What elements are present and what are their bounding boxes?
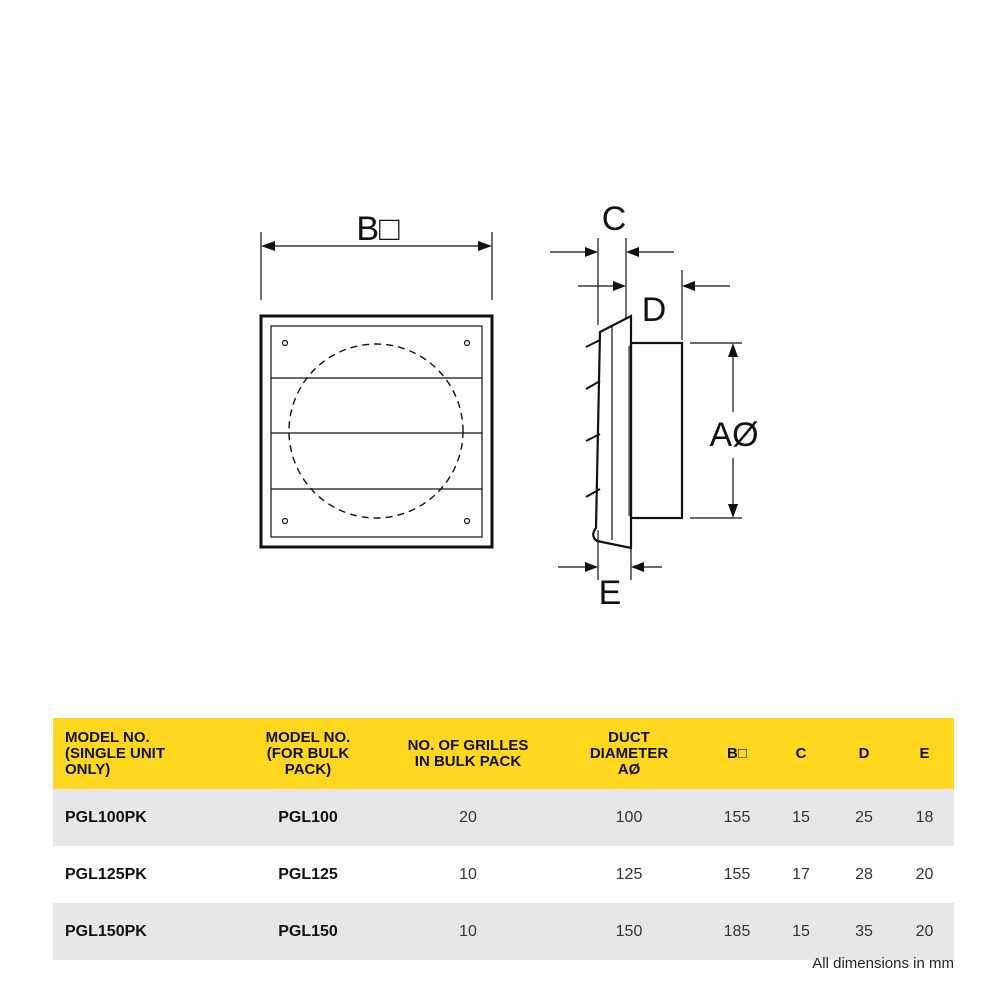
duct-spigot — [631, 343, 682, 518]
cell-e: 20 — [895, 846, 954, 903]
cell-b: 185 — [705, 903, 769, 960]
cell-grilles: 10 — [383, 846, 553, 903]
duct-outline-dashed — [289, 344, 463, 518]
cell-b: 155 — [705, 846, 769, 903]
cell-model-single: PGL150PK — [53, 903, 233, 960]
screw-hole-icon — [465, 341, 470, 346]
cell-d: 28 — [833, 846, 895, 903]
cell-duct-diameter: 125 — [553, 846, 705, 903]
cell-e: 20 — [895, 903, 954, 960]
screw-hole-icon — [283, 341, 288, 346]
header-duct-diameter: DUCT DIAMETER AØ — [553, 718, 705, 789]
dimension-label-b: B□ — [356, 210, 400, 248]
louvre-blade — [586, 489, 600, 497]
dimension-e — [558, 530, 662, 580]
side-view — [586, 316, 682, 548]
table-row — [53, 903, 954, 960]
table-row — [53, 789, 954, 846]
header-model-bulk: MODEL NO. (FOR BULK PACK) — [233, 718, 383, 789]
dimension-label-d: D — [641, 291, 667, 329]
cell-grilles: 20 — [383, 789, 553, 846]
cell-duct-diameter: 100 — [553, 789, 705, 846]
grille-inner-frame — [271, 326, 482, 537]
grille-outer-frame — [261, 316, 492, 547]
front-view — [261, 316, 492, 547]
cell-model-bulk: PGL125 — [233, 846, 383, 903]
screw-hole-icon — [465, 519, 470, 524]
dimensions-footnote: All dimensions in mm — [812, 955, 954, 972]
table-row — [53, 846, 954, 903]
cell-c: 17 — [769, 846, 833, 903]
cell-model-single: PGL125PK — [53, 846, 233, 903]
cell-b: 155 — [705, 789, 769, 846]
cell-d: 25 — [833, 789, 895, 846]
cell-model-single: PGL100PK — [53, 789, 233, 846]
cell-model-bulk: PGL150 — [233, 903, 383, 960]
dimension-label-c: C — [601, 200, 627, 238]
cell-model-bulk: PGL100 — [233, 789, 383, 846]
cell-c: 15 — [769, 789, 833, 846]
header-b: B□ — [705, 718, 769, 789]
header-grilles-in-pack: NO. OF GRILLES IN BULK PACK — [383, 718, 553, 789]
header-d: D — [833, 718, 895, 789]
cell-c: 15 — [769, 903, 833, 960]
dimension-label-e: E — [598, 574, 622, 612]
louvre-blade — [586, 340, 600, 347]
cell-duct-diameter: 150 — [553, 903, 705, 960]
dimension-label-a: AØ — [709, 416, 759, 454]
screw-hole-icon — [283, 519, 288, 524]
table-header-row — [53, 718, 954, 789]
header-model-single: MODEL NO. (SINGLE UNIT ONLY) — [53, 718, 233, 789]
header-e: E — [895, 718, 954, 789]
cell-grilles: 10 — [383, 903, 553, 960]
cell-d: 35 — [833, 903, 895, 960]
header-c: C — [769, 718, 833, 789]
cell-e: 18 — [895, 789, 954, 846]
specification-table — [53, 718, 954, 960]
